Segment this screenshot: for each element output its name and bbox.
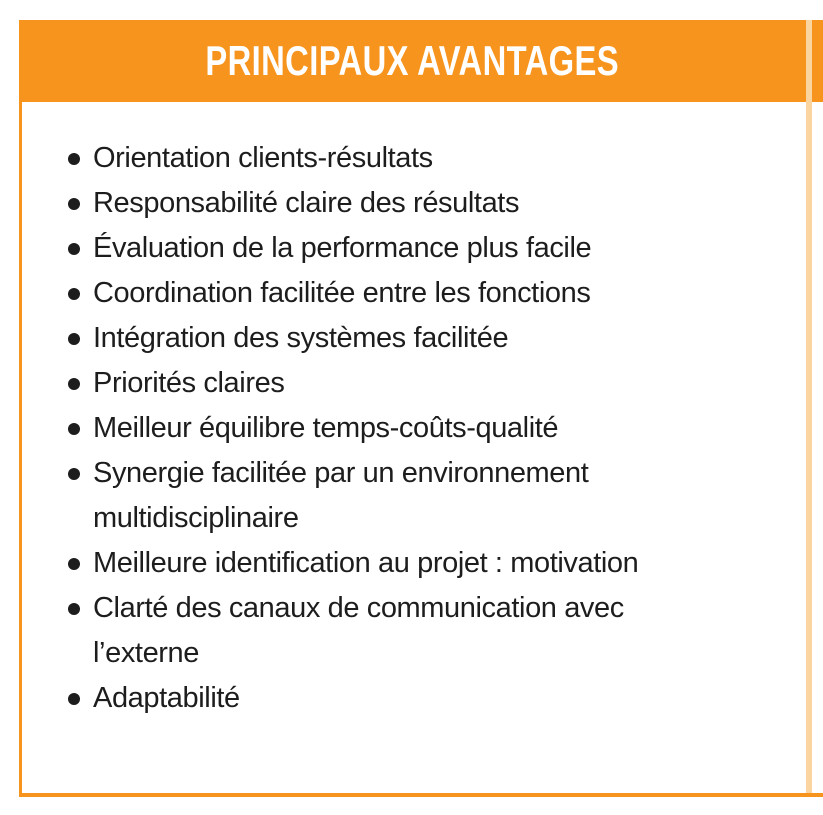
list-item-text: Orientation clients-résultats [93,142,433,174]
list-item-text: Adaptabilité [93,682,240,714]
table-bottom-border [19,793,823,797]
list-item [68,406,800,451]
list-item-text: Responsabilité claire des résultats [93,187,520,219]
list-item-text: Intégration des systèmes facilitée [93,322,509,354]
list-item [68,316,800,361]
list-item-text: Meilleur équilibre temps-coûts-qualité [93,412,559,444]
list-item [68,451,800,541]
list-item-text: Synergie facilitée par un environnement multidisciplinaire [93,457,589,534]
list-item-text: Meilleure identification au projet : motivation [93,547,639,579]
bullet-icon [68,333,80,345]
list-item [68,676,800,721]
panel-body-row [19,102,823,793]
bullet-icon [68,693,80,705]
advantages-table [19,20,823,797]
bullet-icon [68,153,80,165]
list-item [68,226,800,271]
panel-title: PRINCIPAUX AVANTAGES [205,37,620,84]
bullet-icon [68,288,80,300]
list-item [68,541,800,586]
panel-header-cell [19,20,806,102]
list-item-text: Évaluation de la performance plus facile [93,232,592,264]
list-item-text: Clarté des canaux de communication avec l’externe [93,592,624,669]
list-item [68,136,800,181]
panel-header [19,20,823,102]
column-divider [806,20,812,793]
list-item [68,586,800,676]
list-item [68,181,800,226]
bullet-icon [68,423,80,435]
bullet-icon [68,558,80,570]
list-item [68,271,800,316]
bullet-icon [68,468,80,480]
list-item [68,361,800,406]
list-item-text: Priorités claires [93,367,285,399]
advantages-list [22,136,806,721]
bullet-icon [68,378,80,390]
list-item-text: Coordination facilitée entre les fonctions [93,277,591,309]
panel-body [19,102,806,793]
bullet-icon [68,603,80,615]
bullet-icon [68,243,80,255]
bullet-icon [68,198,80,210]
